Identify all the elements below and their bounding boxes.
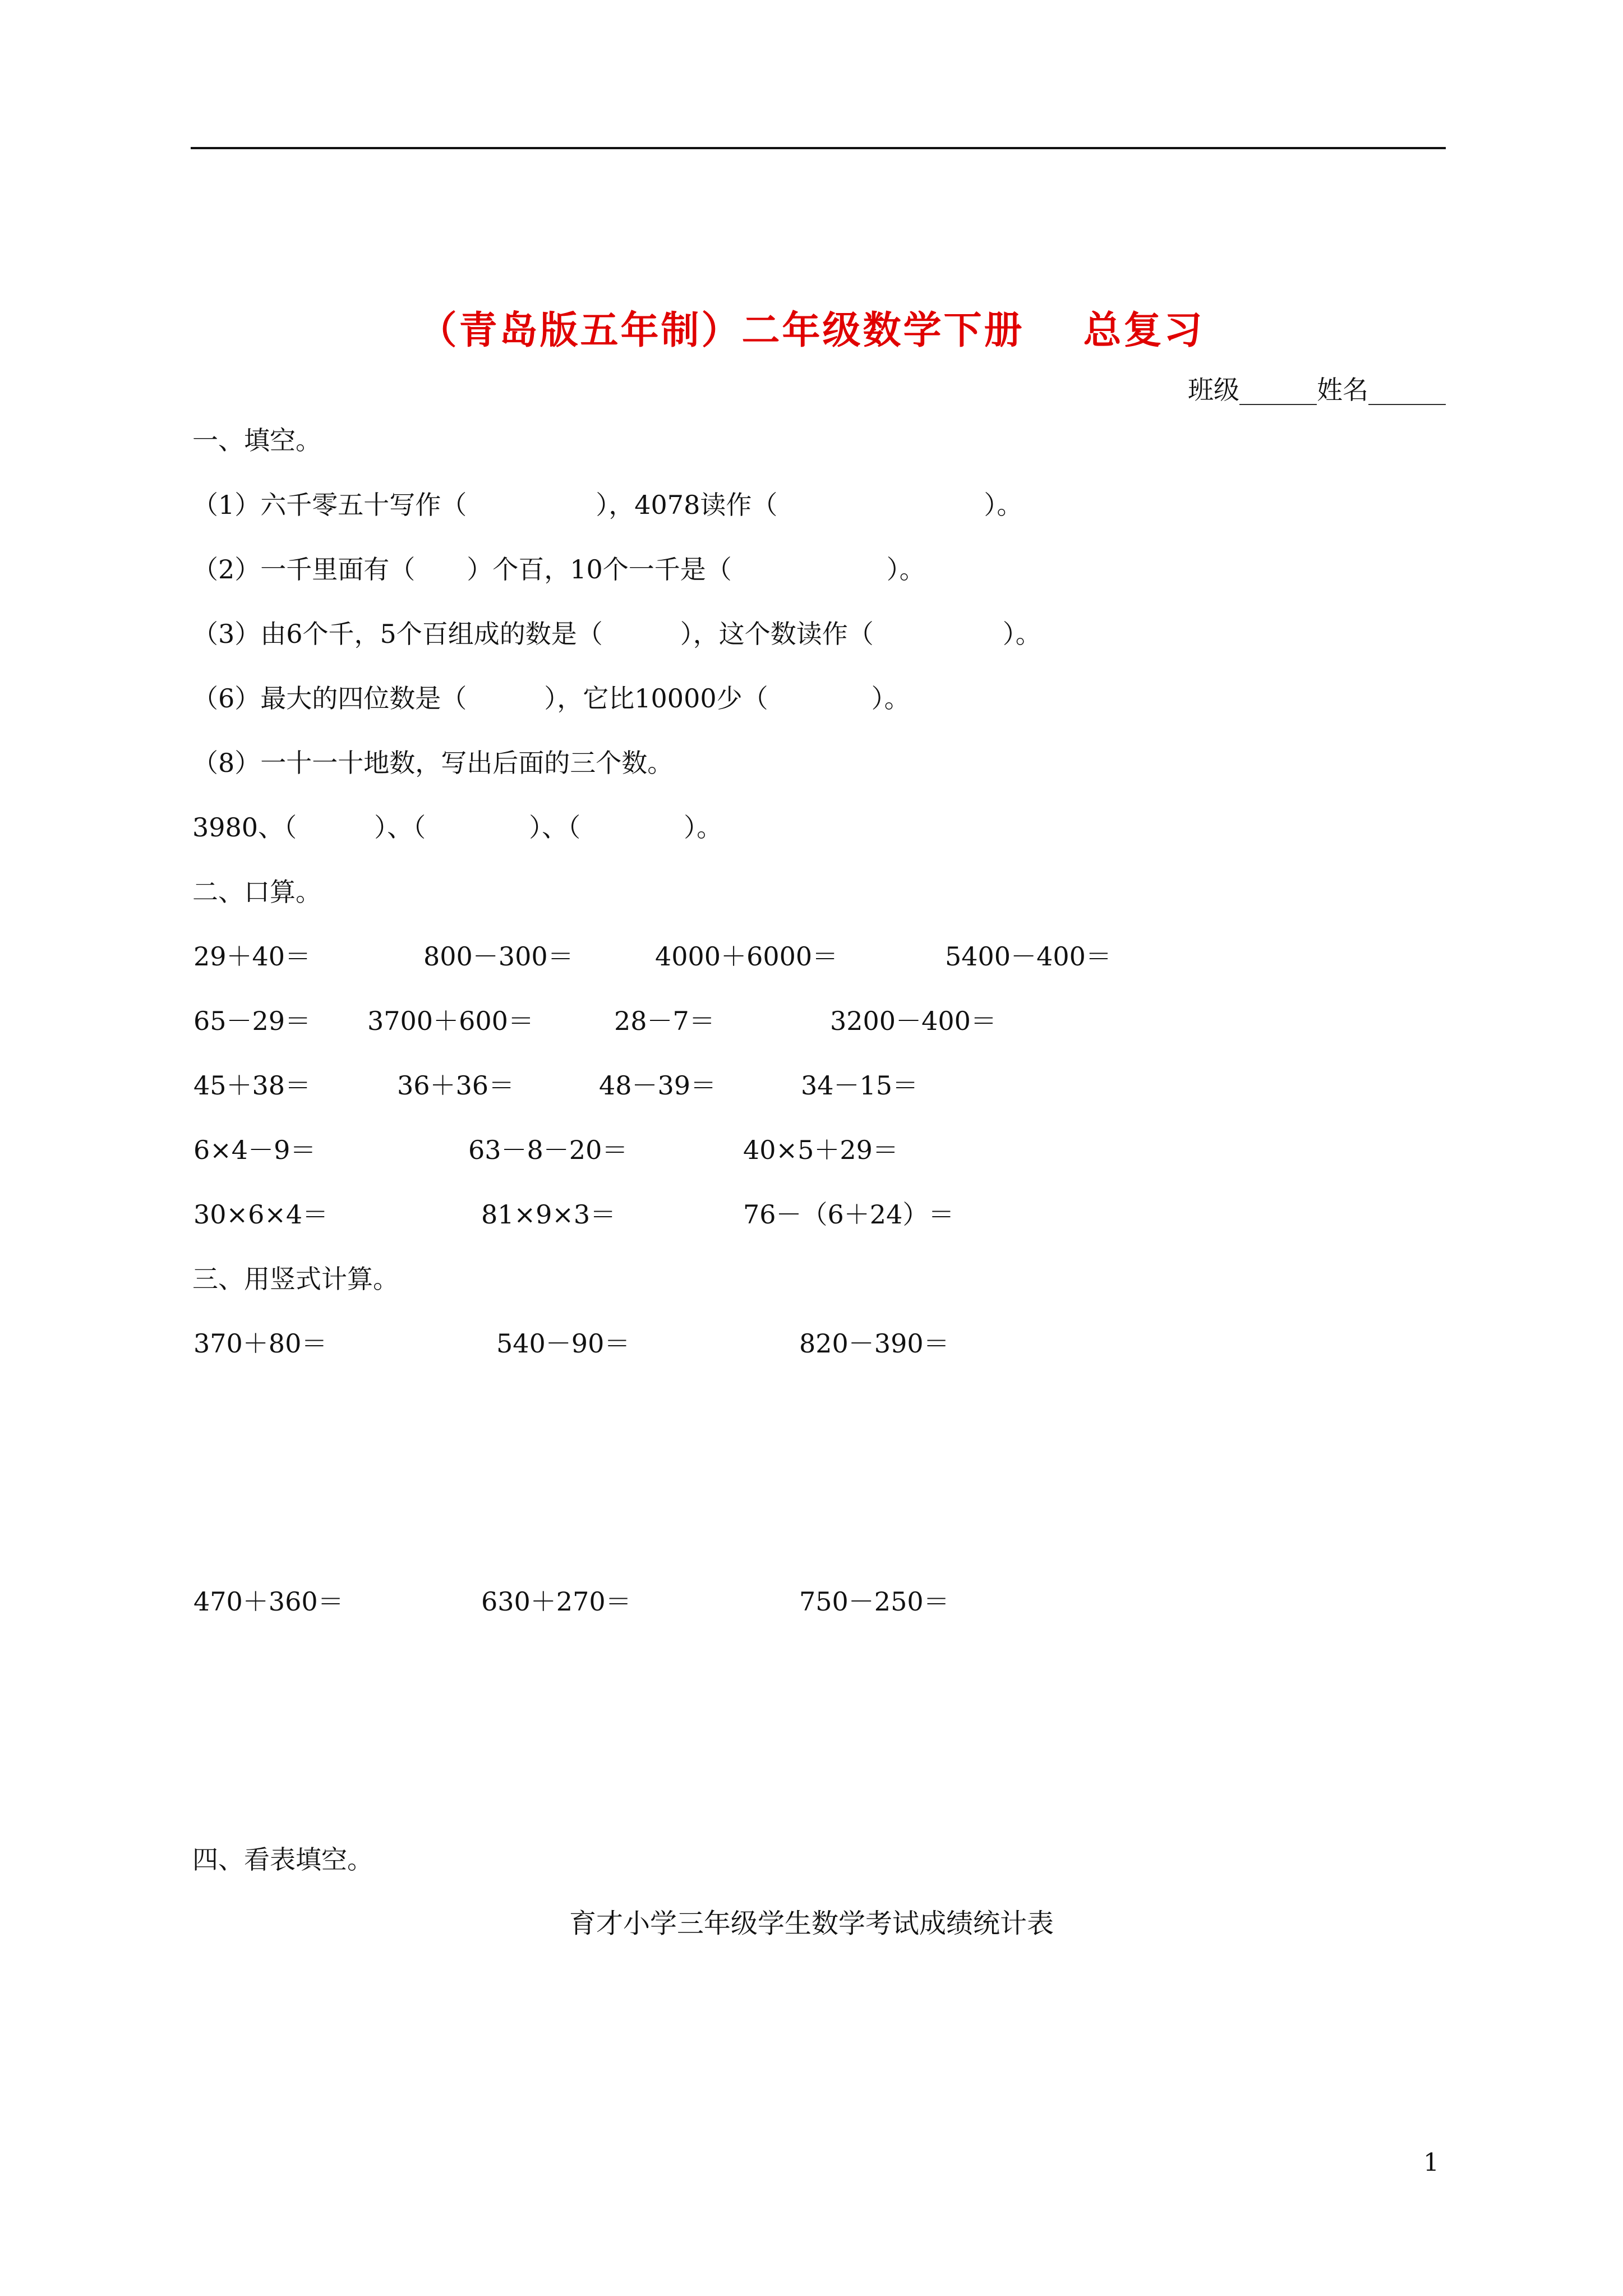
fill-item-2: （2）一千里面有（ ）个百，10个一千是（ ）。 [192,554,925,585]
oral-problem: 36＋36＝ [397,1070,515,1101]
fill-item-1: （1）六千零五十写作（ ），4078读作（ ）。 [192,490,1023,520]
oral-problem: 800－300＝ [423,941,574,972]
title-main: （青岛版五年制）二年级数学下册 [418,308,1025,353]
oral-row-3 [0,1069,1623,1102]
vertical-calc-row-2 [0,1585,1623,1618]
oral-problem: 45＋38＝ [193,1070,311,1101]
vertical-calc-problem: 370＋80＝ [193,1328,328,1359]
oral-problem: 65－29＝ [193,1006,311,1036]
fill-item-6: （6）最大的四位数是（ ），它比10000少（ ）。 [192,683,910,714]
oral-problem: 40×5＋29＝ [743,1135,898,1165]
section3-heading: 三、用竖式计算。 [192,1264,399,1294]
vertical-calc-problem: 470＋360＝ [193,1586,344,1617]
oral-problem: 48－39＝ [599,1070,717,1101]
title-sub: 总复习 [1083,308,1205,353]
oral-problem: 76－（6＋24）＝ [743,1199,955,1230]
oral-problem: 63－8－20＝ [468,1135,628,1165]
oral-row-5 [0,1198,1623,1231]
oral-problem: 81×9×3＝ [481,1199,616,1230]
oral-problem: 6×4－9＝ [193,1135,316,1165]
fill-item-3: （3）由6个千，5个百组成的数是（ ），这个数读作（ ）。 [192,619,1041,649]
header-rule [191,147,1446,149]
table-caption: 育才小学三年级学生数学考试成绩统计表 [569,1908,1054,1939]
section2-heading: 二、口算。 [192,877,321,907]
oral-problem: 3700＋600＝ [367,1006,534,1036]
vertical-calc-row-1 [0,1327,1623,1360]
oral-problem: 4000＋6000＝ [655,941,838,972]
fill-item-8-sequence: 3980、（ ）、（ ）、（ ）。 [192,812,723,843]
oral-problem: 30×6×4＝ [193,1199,329,1230]
oral-problem: 34－15＝ [801,1070,919,1101]
vertical-calc-problem: 750－250＝ [799,1586,949,1617]
vertical-calc-problem: 820－390＝ [799,1328,949,1359]
oral-row-1 [0,940,1623,973]
fill-item-8: （8）一十一十地数，写出后面的三个数。 [192,748,674,778]
student-info: 班级______姓名______ [1188,375,1446,405]
oral-row-4 [0,1133,1623,1167]
section1-heading: 一、填空。 [192,425,321,455]
worksheet-title [0,300,1623,355]
section4-heading: 四、看表填空。 [192,1844,373,1875]
vertical-calc-problem: 540－90＝ [496,1328,630,1359]
oral-row-2 [0,1004,1623,1038]
oral-problem: 5400－400＝ [945,941,1112,972]
page-number: 1 [1423,2148,1439,2177]
vertical-calc-problem: 630＋270＝ [481,1586,631,1617]
oral-problem: 28－7＝ [614,1006,715,1036]
oral-problem: 3200－400＝ [830,1006,997,1036]
oral-problem: 29＋40＝ [193,941,311,972]
